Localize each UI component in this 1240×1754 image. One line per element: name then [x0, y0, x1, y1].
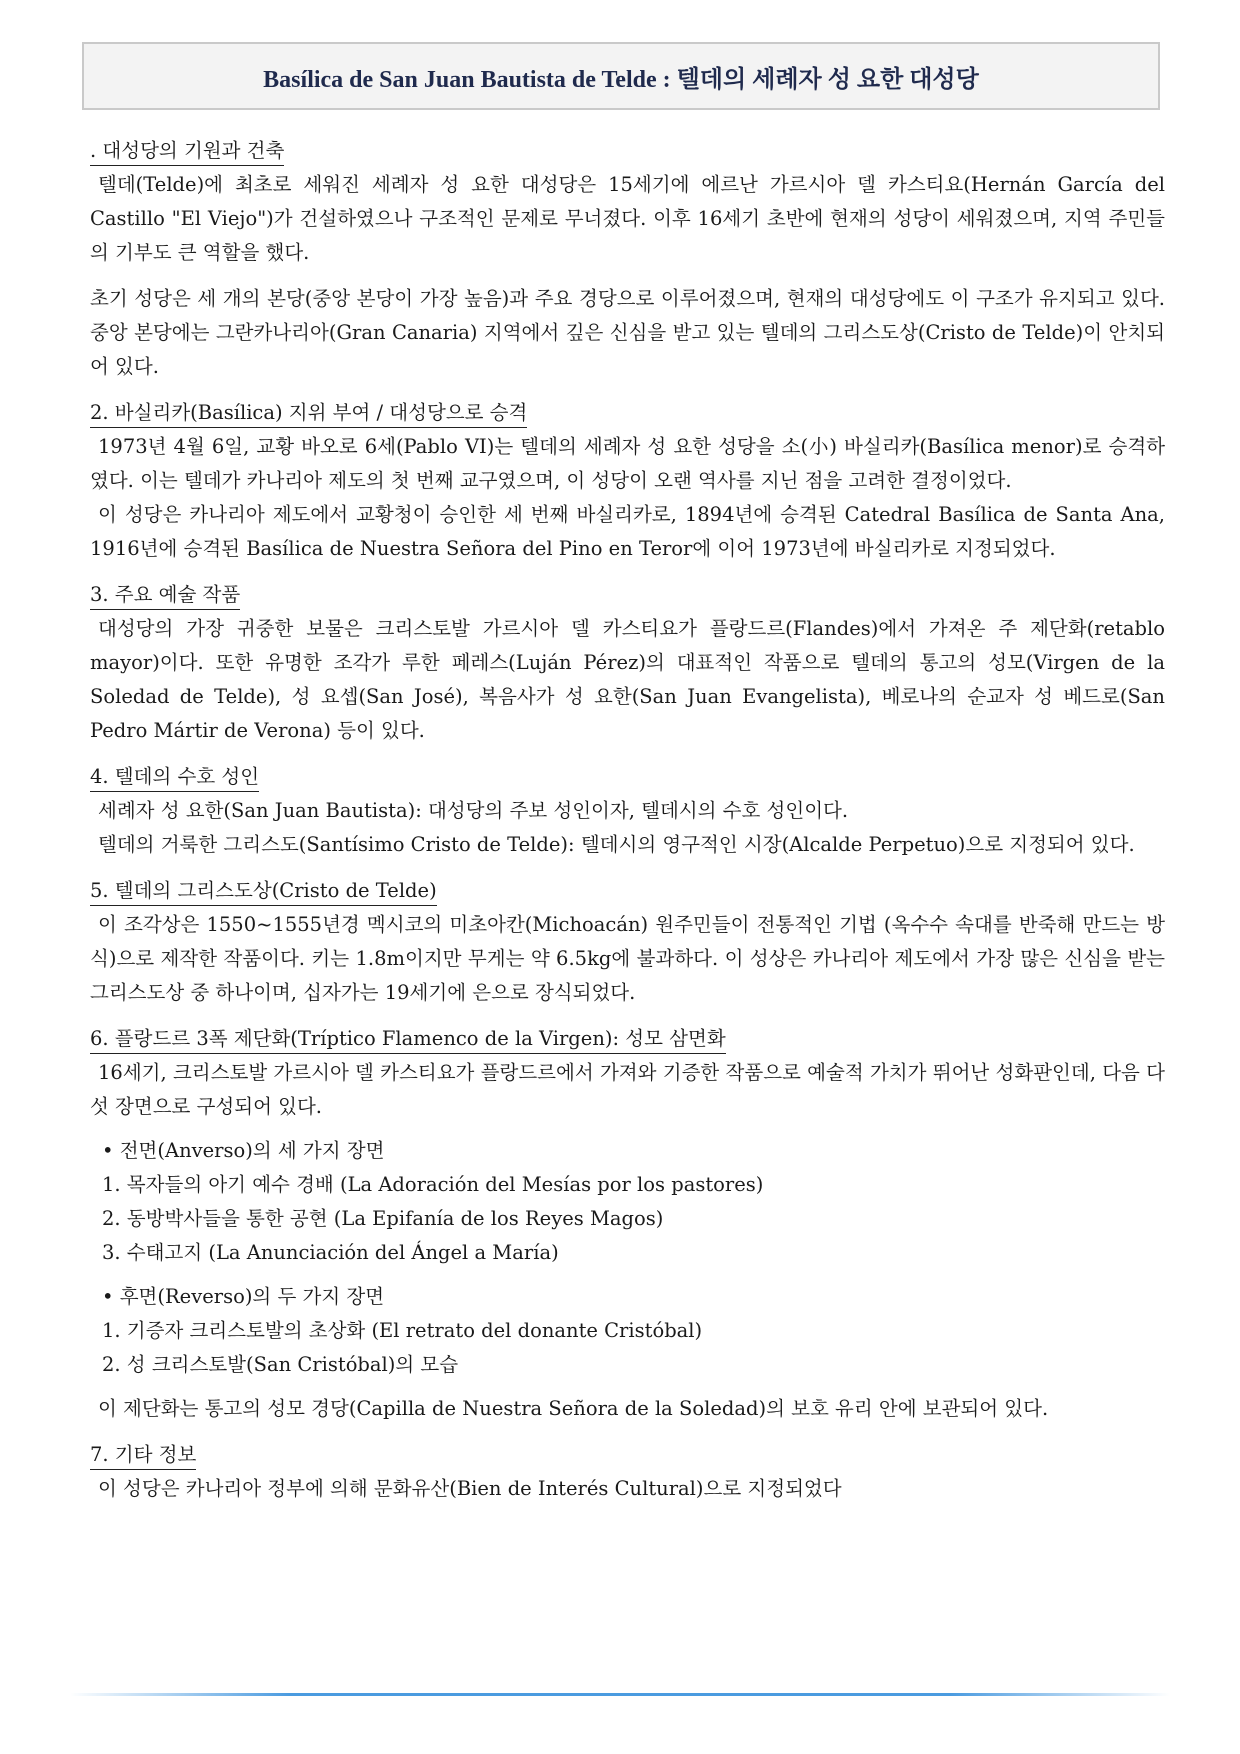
front-scenes-list	[90, 1168, 1165, 1270]
list-item: 1. 기증자 크리스토발의 초상화 (El retrato del donante Cristóbal)	[102, 1319, 703, 1342]
list-item: 1. 목자들의 아기 예수 경배 (La Adoración del Mesías por los pastores)	[102, 1173, 764, 1196]
list-item: 3. 수태고지 (La Anunciación del Ángel a María)	[102, 1241, 559, 1264]
section-other	[90, 1438, 1165, 1506]
paragraph: 텔데(Telde)에 최초로 세워진 세례자 성 요한 대성당은 15세기에 에르난 가르시아 델 카스티요(Hernán García del Castillo "El Viejo")가 건설하였으나 구조적인 문제로 무너졌다. 이후 16세기 초반에 현재의 성당이 세워졌으며, 지역 주민들의 기부도 큰 역할을 했다.	[90, 173, 1165, 264]
section-patrons	[90, 760, 1165, 862]
section-heading: . 대성당의 기원과 건축	[90, 137, 284, 166]
section-origin	[90, 134, 1165, 384]
paragraph: 이 제단화는 통고의 성모 경당(Capilla de Nuestra Señora de la Soledad)의 보호 유리 안에 보관되어 있다.	[98, 1397, 1049, 1420]
back-scenes-list	[90, 1314, 1165, 1382]
section-basilica	[90, 396, 1165, 566]
section-heading: 6. 플랑드르 3폭 제단화(Tríptico Flamenco de la Virgen): 성모 삼면화	[90, 1025, 726, 1054]
paragraph: 이 성당은 카나리아 정부에 의해 문화유산(Bien de Interés Cultural)으로 지정되었다	[98, 1477, 842, 1500]
section-triptych	[90, 1022, 1165, 1426]
section-artworks	[90, 578, 1165, 748]
list-item: 2. 성 크리스토발(San Cristóbal)의 모습	[102, 1353, 459, 1376]
section-cristo	[90, 874, 1165, 1010]
footer-divider	[70, 1693, 1170, 1696]
section-heading: 2. 바실리카(Basílica) 지위 부여 / 대성당으로 승격	[90, 399, 527, 428]
paragraph: 초기 성당은 세 개의 본당(중앙 본당이 가장 높음)과 주요 경당으로 이루어졌으며, 현재의 대성당에도 이 구조가 유지되고 있다. 중앙 본당에는 그란카나리아(Gran Canaria) 지역에서 깊은 신심을 받고 있는 텔데의 그리스도상(Cristo de Telde)이 안치되어 있다.	[90, 287, 1165, 378]
paragraph: 이 조각상은 1550~1555년경 멕시코의 미초아칸(Michoacán) 원주민들이 전통적인 기법 (옥수수 속대를 반죽해 만드는 방식)으로 제작한 작품이다. 키는 1.8m이지만 무게는 약 6.5kg에 불과하다. 이 성상은 카나리아 제도에서 가장 많은 신심을 받는 그리스도상 중 하나이며, 십자가는 19세기에 은으로 장식되었다.	[90, 913, 1165, 1004]
section-heading: 5. 텔데의 그리스도상(Cristo de Telde)	[90, 877, 437, 906]
section-heading: 7. 기타 정보	[90, 1441, 196, 1470]
section-heading: 3. 주요 예술 작품	[90, 581, 240, 610]
paragraph: 세례자 성 요한(San Juan Bautista): 대성당의 주보 성인이자, 텔데시의 수호 성인이다.	[98, 799, 849, 822]
paragraph: 이 성당은 카나리아 제도에서 교황청이 승인한 세 번째 바실리카로, 1894년에 승격된 Catedral Basílica de Santa Ana, 1916년에 승격된 Basílica de Nuestra Señora del Pino en Teror에 이어 1973년에 바실리카로 지정되었다.	[90, 503, 1165, 560]
back-scenes-label: • 후면(Reverso)의 두 가지 장면	[102, 1285, 385, 1308]
list-item: 2. 동방박사들을 통한 공현 (La Epifanía de los Reyes Magos)	[102, 1207, 664, 1230]
title-box	[82, 42, 1160, 110]
paragraph: 대성당의 가장 귀중한 보물은 크리스토발 가르시아 델 카스티요가 플랑드르(Flandes)에서 가져온 주 제단화(retablo mayor)이다. 또한 유명한 조각가 루한 페레스(Luján Pérez)의 대표적인 작품으로 텔데의 통고의 성모(Virgen de la Soledad de Telde), 성 요셉(San José), 복음사가 성 요한(San Juan Evangelista), 베로나의 순교자 성 베드로(San Pedro Mártir de Verona) 등이 있다.	[90, 617, 1165, 742]
document-body	[90, 134, 1165, 1518]
paragraph: 텔데의 거룩한 그리스도(Santísimo Cristo de Telde): 텔데시의 영구적인 시장(Alcalde Perpetuo)으로 지정되어 있다.	[98, 833, 1135, 856]
front-scenes-label: • 전면(Anverso)의 세 가지 장면	[102, 1139, 385, 1162]
section-heading: 4. 텔데의 수호 성인	[90, 763, 259, 792]
paragraph: 1973년 4월 6일, 교황 바오로 6세(Pablo VI)는 텔데의 세례자 성 요한 성당을 소(小) 바실리카(Basílica menor)로 승격하였다. 이는 텔데가 카나리아 제도의 첫 번째 교구였으며, 이 성당이 오랜 역사를 지닌 점을 고려한 결정이었다.	[90, 435, 1165, 492]
page-title: Basílica de San Juan Bautista de Telde : 텔데의 세례자 성 요한 대성당	[263, 66, 979, 93]
paragraph: 16세기, 크리스토발 가르시아 델 카스티요가 플랑드르에서 가져와 기증한 작품으로 예술적 가치가 뛰어난 성화판인데, 다음 다섯 장면으로 구성되어 있다.	[90, 1061, 1165, 1118]
